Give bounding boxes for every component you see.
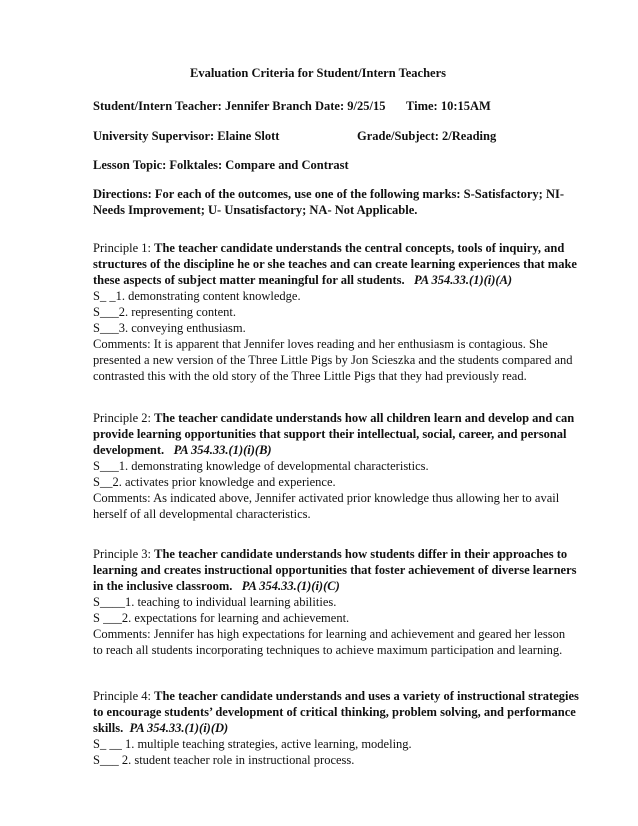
document-title: Evaluation Criteria for Student/Intern Teachers	[190, 66, 447, 80]
principle-1-prefix: Principle 1:	[93, 241, 155, 255]
directions-line-1: Directions: For each of the outcomes, use one of the following marks: S-Satisfactory; NI-	[93, 187, 564, 201]
principle-4-item: S___ 2. student teacher role in instructional process.	[93, 753, 355, 767]
principle-3-comment: Comments: Jennifer has high expectations for learning and achievement and geared her lesson	[93, 627, 566, 641]
principle-1-heading	[93, 240, 564, 256]
principle-1-text-line: The teacher candidate understands the central concepts, tools of inquiry, and	[154, 241, 565, 255]
principle-3-text-line: The teacher candidate understands how students differ in their approaches to	[154, 547, 568, 561]
principle-3-item: S ___2. expectations for learning and achievement.	[93, 611, 350, 625]
time-field: Time: 10:15AM	[406, 99, 491, 113]
principle-1-text-line-final	[93, 272, 512, 288]
principle-1-code: PA 354.33.(1)(i)(A)	[414, 273, 513, 287]
principle-2-text-line: provide learning opportunities that support their intellectual, social, career, and personal	[93, 427, 567, 441]
principle-2-comment: herself of all developmental characteristics.	[93, 507, 311, 521]
principle-2-item: S__2. activates prior knowledge and experience.	[93, 475, 336, 489]
principle-2-text-line: The teacher candidate understands how all children learn and develop and can	[154, 411, 575, 425]
principle-4-text-line: The teacher candidate understands and uses a variety of instructional strategies	[154, 689, 579, 703]
lesson-topic-line: Lesson Topic: Folktales: Compare and Contrast	[93, 158, 349, 172]
principle-4-prefix: Principle 4:	[93, 689, 155, 703]
principle-4-code: PA 354.33.(1)(i)(D)	[129, 721, 229, 735]
principle-1-text-line: these aspects of subject matter meaningful for all students.	[93, 273, 405, 287]
principle-1-comment: contrasted this with the old story of the Three Little Pigs that they had previously read.	[93, 369, 527, 383]
principle-3-comment: to reach all students incorporating techniques to achieve maximum participation and learning.	[93, 643, 563, 657]
principle-1-item: S___2. representing content.	[93, 305, 237, 319]
principle-1-comment: presented a new version of the Three Little Pigs by Jon Scieszka and the students compared and	[93, 353, 573, 367]
principle-1-item: S___3. conveying enthusiasm.	[93, 321, 246, 335]
principle-4-text-line-final	[93, 720, 228, 736]
principle-3-text-line: in the inclusive classroom.	[93, 579, 233, 593]
principle-3-item: S____1. teaching to individual learning abilities.	[93, 595, 337, 609]
principle-3-code: PA 354.33.(1)(i)(C)	[241, 579, 340, 593]
principle-4-item: S_ __ 1. multiple teaching strategies, active learning, modeling.	[93, 737, 412, 751]
principle-1-item: S_ _1. demonstrating content knowledge.	[93, 289, 301, 303]
principle-4-heading	[93, 688, 579, 704]
principle-2-text-line-final	[93, 442, 272, 458]
principle-2-prefix: Principle 2:	[93, 411, 155, 425]
principle-2-item: S___1. demonstrating knowledge of developmental characteristics.	[93, 459, 429, 473]
principle-4-text-line: to encourage students’ development of critical thinking, problem solving, and performance	[93, 705, 576, 719]
principle-1-text-line: structures of the discipline he or she teaches and can create learning experiences that make	[93, 257, 577, 271]
principle-3-prefix: Principle 3:	[93, 547, 155, 561]
supervisor-line: University Supervisor: Elaine Slott	[93, 129, 280, 143]
teacher-date-line: Student/Intern Teacher: Jennifer Branch Date: 9/25/15	[93, 99, 386, 113]
principle-3-text-line-final	[93, 578, 340, 594]
principle-3-text-line: learning and creates instructional opportunities that foster achievement of diverse learners	[93, 563, 577, 577]
grade-subject-field: Grade/Subject: 2/Reading	[357, 129, 497, 143]
principle-2-code: PA 354.33.(1)(i)(B)	[173, 443, 272, 457]
principle-4-text-line: skills.	[93, 721, 124, 735]
principle-3-heading	[93, 546, 567, 562]
principle-2-comment: Comments: As indicated above, Jennifer activated prior knowledge thus allowing her to avail	[93, 491, 560, 505]
principle-1-comment: Comments: It is apparent that Jennifer loves reading and her enthusiasm is contagious. She	[93, 337, 548, 351]
directions-line-2: Needs Improvement; U- Unsatisfactory; NA- Not Applicable.	[93, 203, 418, 217]
principle-2-text-line: development.	[93, 443, 165, 457]
principle-2-heading	[93, 410, 574, 426]
